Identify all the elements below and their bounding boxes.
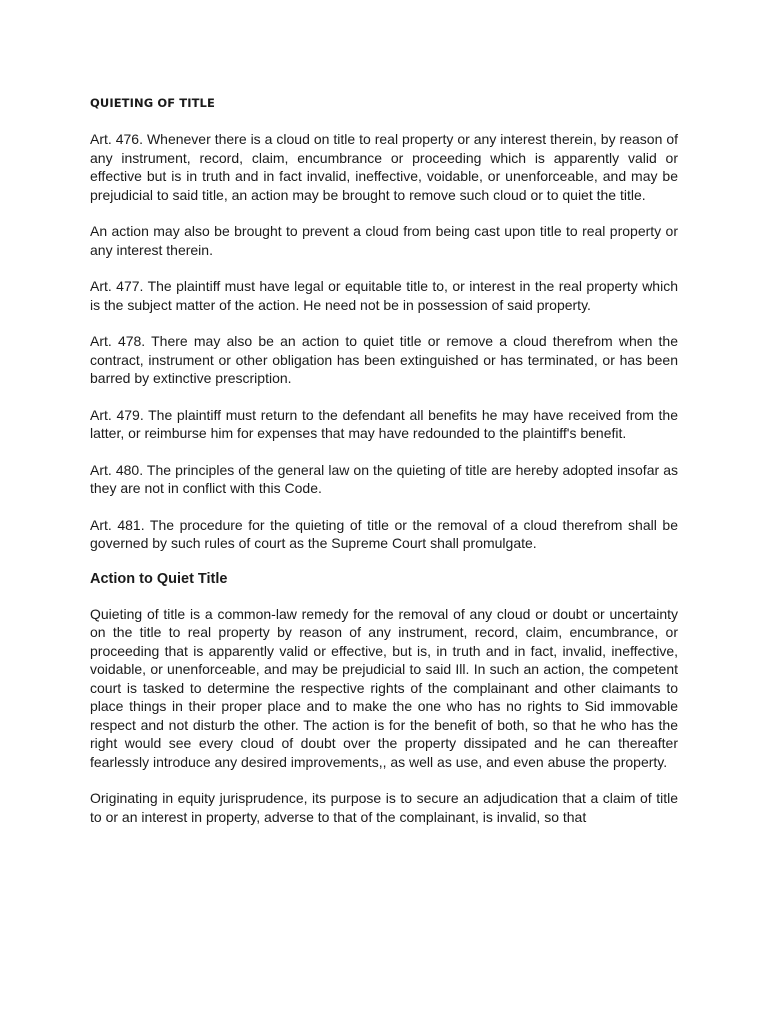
article-476-second-paragraph: An action may also be brought to prevent a cloud from being cast upon title to real property or any interest therein. xyxy=(90,223,678,258)
article-479: Art. 479. The plaintiff must return to the defendant all benefits he may have received from the latter, or reimburse him for expenses that may have redounded to the plaintiff's benefit. xyxy=(90,406,678,441)
document-title: QUIETING OF TITLE xyxy=(90,96,215,110)
article-481: Art. 481. The procedure for the quieting of title or the removal of a cloud therefrom shall be governed by such rules of court as the Supreme Court shall promulgate. xyxy=(90,516,678,551)
article-476: Art. 476. Whenever there is a cloud on title to real property or any interest therein, by reason of any instrument, record, claim, encumbrance or proceeding which is apparently valid or effective but is in truth and in fact invalid, ineffective, voidable, or unenforceable, and may be prejudicial to said title, an action may be brought to remove such cloud or to quiet the title. xyxy=(90,131,678,203)
article-478: Art. 478. There may also be an action to quiet title or remove a cloud therefrom when the contract, instrument or other obligation has been extinguished or has terminated, or has been barred by extinctive prescription. xyxy=(90,333,678,386)
section-heading: Action to Quiet Title xyxy=(90,570,228,587)
document-page xyxy=(90,96,678,844)
article-477: Art. 477. The plaintiff must have legal or equitable title to, or interest in the real property which is the subject matter of the action. He need not be in possession of said property. xyxy=(90,278,678,313)
section-paragraph: Originating in equity jurisprudence, its purpose is to secure an adjudication that a claim of title to or an interest in property, adverse to that of the complainant, is invalid, so that xyxy=(90,790,678,825)
article-480: Art. 480. The principles of the general law on the quieting of title are hereby adopted insofar as they are not in conflict with this Code. xyxy=(90,461,678,496)
section-paragraph: Quieting of title is a common-law remedy for the removal of any cloud or doubt or uncertainty on the title to real property by reason of any instrument, record, claim, encumbrance, or proceeding that is apparently valid or effective, but is, in truth and in fact, invalid, ineffective, voidable, or unenforceable, and may be prejudicial to said Ill. In such an action, the competent court is tasked to determine the respective rights of the complainant and other claimants to place things in their proper place and to make the one who has no rights to Sid immovable respect and not disturb the other. The action is for the benefit of both, so that he who has the right would see every cloud of doubt over the property dissipated and he can thereafter fearlessly introduce any desired improvements,, as well as use, and even abuse the property. xyxy=(90,605,678,770)
